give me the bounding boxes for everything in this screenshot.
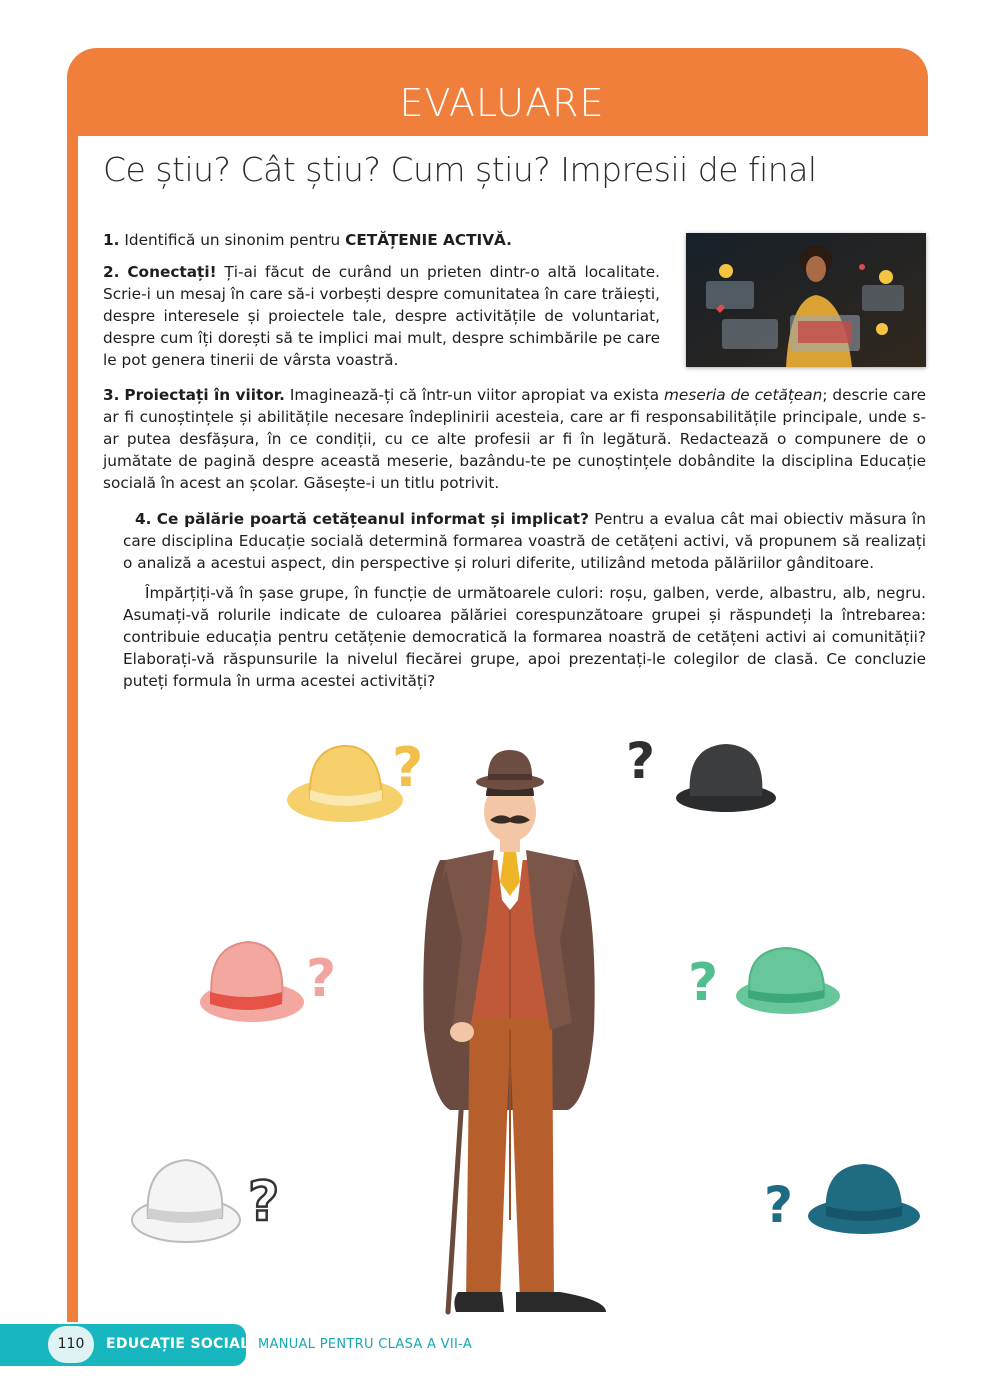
footer-subject: EDUCAȚIE SOCIALĂ: [106, 1336, 261, 1352]
red-question-mark: ?: [306, 949, 337, 1009]
gentleman-figure: [423, 750, 606, 1312]
exercise-4: [123, 508, 926, 574]
exercise-text-b: ; descrie care ar fi cunoștințele și abilitățile necesare îndeplinirii acesteia, care ar fi responsabilitățile principale, unde s-ar putea desfășura, în ce condiții, cu ce alte profesii ar fi în legătură. Redactează o compunere de o jumătate de pagină despre această meserie, bazându-te pe cunoștințele dobândite la disciplina Educație socială în acest an școlar. Găsește-i un titlu potrivit.: [103, 386, 926, 492]
exercise-bold-term: CETĂȚENIE ACTIVĂ.: [345, 231, 512, 249]
black-question-mark: ?: [626, 732, 656, 790]
red-hat-icon: [200, 942, 304, 1022]
exercise-lead: Proiectați în viitor.: [124, 386, 285, 404]
green-hat-icon: [736, 948, 840, 1014]
white-question-mark: ?: [248, 1170, 280, 1233]
footer-manual-title: MANUAL PENTRU CLASA A VII-A: [258, 1337, 473, 1352]
exercise-italic-term: meseria de cetățean: [664, 386, 823, 404]
page-subtitle: Ce știu? Cât știu? Cum știu? Impresii de final: [103, 150, 817, 189]
yellow-question-mark: ?: [392, 736, 424, 799]
exercise-number: 4.: [135, 510, 152, 528]
instruction-paragraph: Împărțiți-vă în șase grupe, în funcție de următoarele culori: roșu, galben, verde, albastru, alb, negru. Asumați-vă rolurile indicate de culoarea pălăriei corespunzătoare grupei și răspundeți la întrebarea: contribuie educația pentru cetățenie democratică la formarea noastră de cetățeni activi ai comunității? Elaborați-vă răspunsurile la nivelul fiecărei grupe, apoi prezentați-le colegilor de clasă. Ce concluzie puteți formula în urma acestei activități?: [123, 584, 926, 690]
exercise-number: 2.: [103, 263, 120, 281]
exercise-text: Ți-ai făcut de curând un prieten dintr-o altă localitate. Scrie-i un mesaj în care să-i vorbești despre comunitatea în care trăiești, despre interesele și proiectele tale, despre activitățile de voluntariat, despre cum îți dorești să te implici mai mult, despre schimbările pe care le pot genera tinerii de vârsta voastră.: [103, 263, 660, 369]
six-thinking-hats-illustration: [0, 700, 1000, 1320]
exercise-lead: Conectați!: [127, 263, 217, 281]
exercise-text: Pentru a evalua cât mai obiectiv măsura în care disciplina Educație socială determină formarea voastră de cetățeni activi, vă propunem să realizați o analiză a acestui aspect, din perspective și roluri diferite, utilizând metoda pălăriilor gânditoare.: [123, 510, 926, 572]
online-communication-photo: [686, 233, 926, 367]
exercise-lead: Ce pălărie poartă cetățeanul informat și implicat?: [156, 510, 589, 528]
page-number: 110: [48, 1326, 94, 1363]
exercise-text: Identifică un sinonim pentru: [124, 231, 346, 249]
exercise-2: [103, 261, 660, 371]
green-question-mark: ?: [688, 953, 719, 1013]
exercise-text-a: Imaginează-ți că într-un viitor apropiat va exista: [284, 386, 665, 404]
white-hat-icon: [132, 1160, 240, 1242]
banner-title: EVALUARE: [399, 81, 605, 125]
black-hat-icon: [676, 744, 776, 812]
exercise-3: [103, 384, 926, 494]
blue-question-mark: ?: [764, 1176, 794, 1234]
yellow-hat-icon: [287, 746, 403, 822]
blue-hat-icon: [808, 1164, 920, 1234]
exercise-1: [103, 229, 663, 251]
exercise-number: 3.: [103, 386, 120, 404]
exercise-number: 1.: [103, 231, 120, 249]
